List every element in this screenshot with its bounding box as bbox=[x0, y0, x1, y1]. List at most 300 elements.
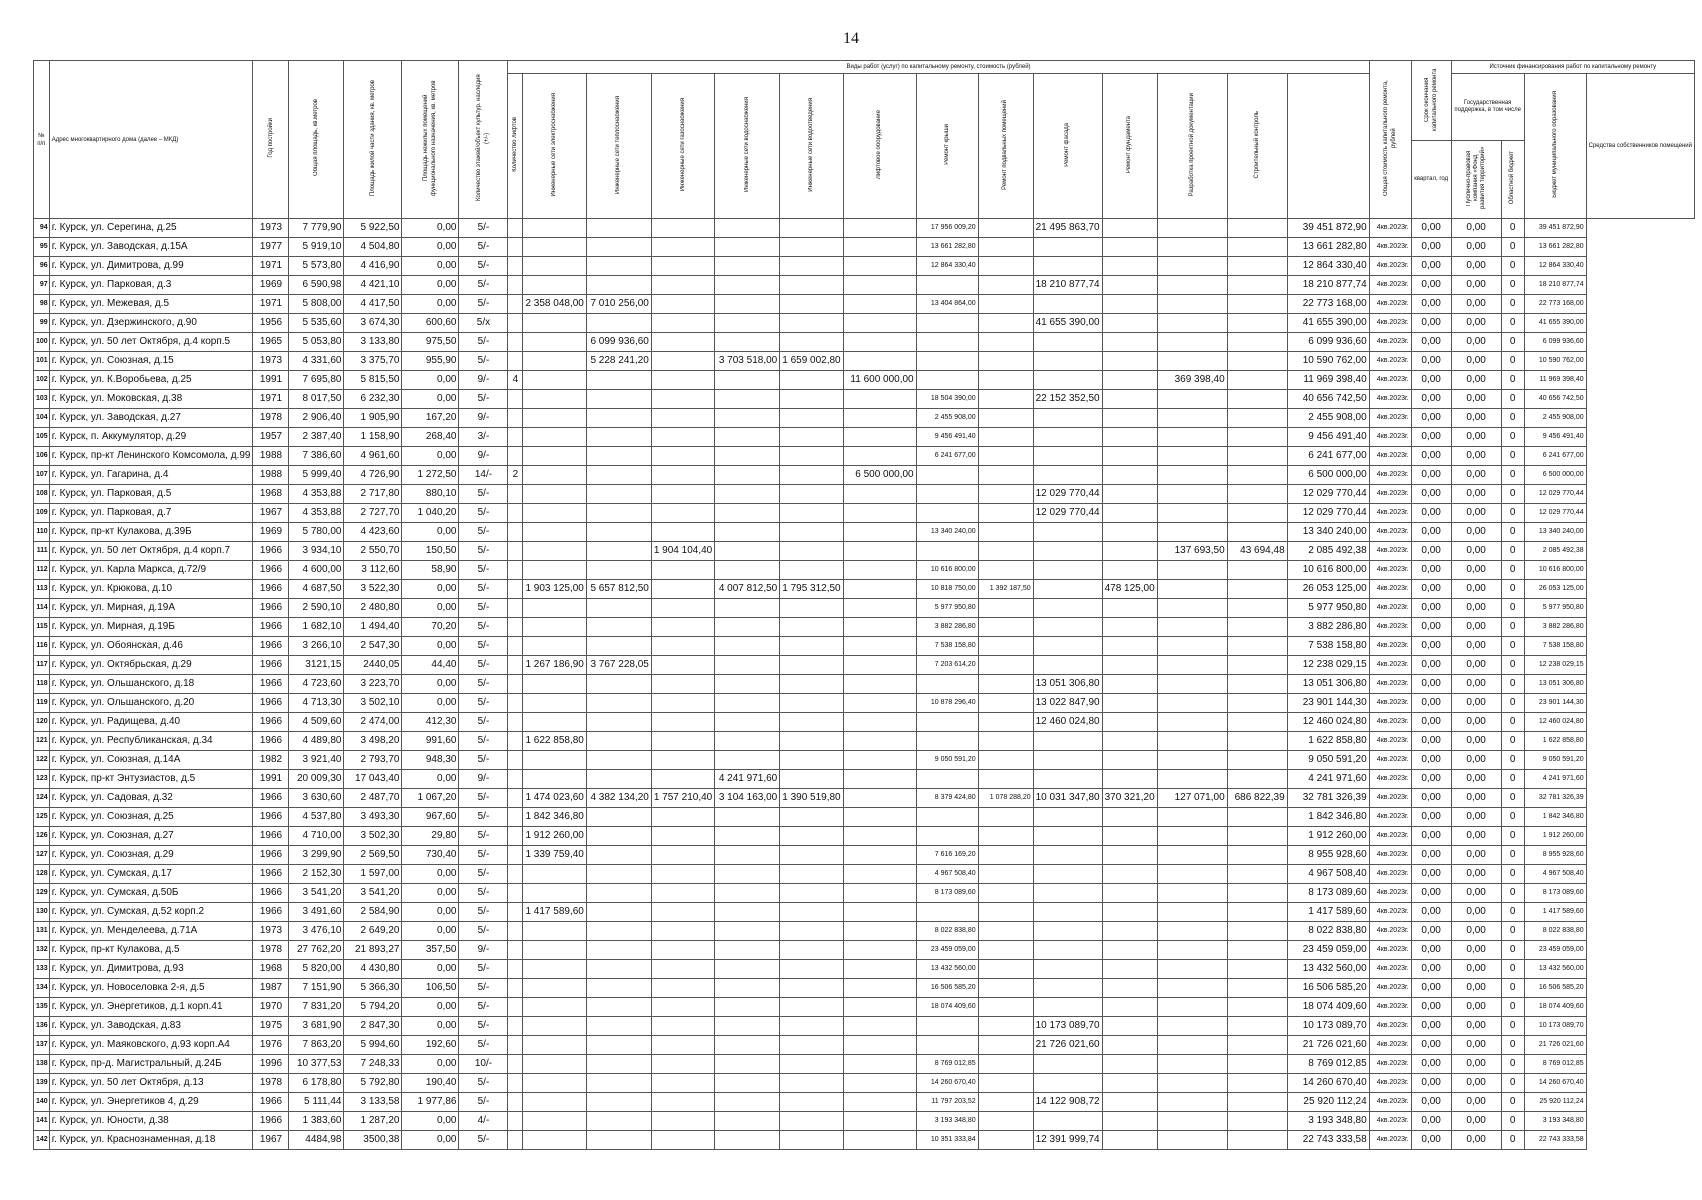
row-w-roof bbox=[916, 314, 978, 333]
row-w-design bbox=[1157, 1074, 1227, 1093]
row-fund: 0,00 bbox=[1411, 1036, 1451, 1055]
row-w-foundation: 370 321,20 bbox=[1102, 789, 1157, 808]
row-total-area: 3 266,10 bbox=[289, 637, 344, 656]
row-municipal: 0 bbox=[1501, 504, 1524, 523]
row-total-cost: 6 241 677,00 bbox=[1287, 447, 1369, 466]
row-w-electric bbox=[523, 238, 586, 257]
row-regional: 0,00 bbox=[1451, 922, 1501, 941]
row-year: 1966 bbox=[253, 1112, 289, 1131]
row-w-water bbox=[715, 295, 780, 314]
row-w-design bbox=[1157, 1055, 1227, 1074]
row-regional: 0,00 bbox=[1451, 884, 1501, 903]
row-w-sewer bbox=[780, 1017, 843, 1036]
row-regional: 0,00 bbox=[1451, 1131, 1501, 1150]
row-regional: 0,00 bbox=[1451, 485, 1501, 504]
row-w-roof: 18 504 390,00 bbox=[916, 390, 978, 409]
row-floors: 5/- bbox=[459, 1093, 508, 1112]
row-nonres-area: 357,50 bbox=[402, 941, 459, 960]
row-nonres-area: 0,00 bbox=[402, 694, 459, 713]
row-address: г. Курск, ул. Парковая, д.5 bbox=[49, 485, 253, 504]
row-w-roof: 17 956 009,20 bbox=[916, 219, 978, 238]
row-lifts-count bbox=[508, 865, 523, 884]
row-deadline: 4кв.2023г. bbox=[1369, 599, 1411, 618]
row-w-roof: 9 050 591,20 bbox=[916, 751, 978, 770]
row-deadline: 4кв.2023г. bbox=[1369, 998, 1411, 1017]
row-w-roof bbox=[916, 1036, 978, 1055]
row-w-roof bbox=[916, 542, 978, 561]
row-owners: 13 661 282,80 bbox=[1524, 238, 1586, 257]
row-fund: 0,00 bbox=[1411, 732, 1451, 751]
row-w-control: 43 694,48 bbox=[1227, 542, 1287, 561]
row-total-area: 7 863,20 bbox=[289, 1036, 344, 1055]
row-fund: 0,00 bbox=[1411, 694, 1451, 713]
table-row bbox=[34, 808, 1695, 827]
row-deadline: 4кв.2023г. bbox=[1369, 504, 1411, 523]
row-total-cost: 21 726 021,60 bbox=[1287, 1036, 1369, 1055]
row-deadline: 4кв.2023г. bbox=[1369, 1131, 1411, 1150]
row-owners: 39 451 872,90 bbox=[1524, 219, 1586, 238]
row-w-design bbox=[1157, 808, 1227, 827]
row-w-basement bbox=[978, 333, 1033, 352]
row-address: г. Курск, пр-кт Ленинского Комсомола, д.99 bbox=[49, 447, 253, 466]
row-w-heat bbox=[586, 1093, 651, 1112]
row-w-sewer bbox=[780, 656, 843, 675]
row-owners: 9 050 591,20 bbox=[1524, 751, 1586, 770]
row-deadline: 4кв.2023г. bbox=[1369, 846, 1411, 865]
row-w-heat bbox=[586, 675, 651, 694]
row-w-heat bbox=[586, 884, 651, 903]
row-floors: 5/- bbox=[459, 276, 508, 295]
row-w-gas bbox=[651, 333, 714, 352]
row-deadline: 4кв.2023г. bbox=[1369, 409, 1411, 428]
row-w-lift bbox=[843, 504, 916, 523]
row-w-control bbox=[1227, 314, 1287, 333]
row-year: 1988 bbox=[253, 466, 289, 485]
row-deadline: 4кв.2023г. bbox=[1369, 675, 1411, 694]
row-address: г. Курск, пр-д. Магистральный, д.24Б bbox=[49, 1055, 253, 1074]
row-w-basement bbox=[978, 694, 1033, 713]
row-w-foundation bbox=[1102, 561, 1157, 580]
row-floors: 5/- bbox=[459, 618, 508, 637]
table-row bbox=[34, 409, 1695, 428]
row-nonres-area: 0,00 bbox=[402, 903, 459, 922]
row-w-roof: 13 661 282,80 bbox=[916, 238, 978, 257]
table-row bbox=[34, 447, 1695, 466]
row-w-roof: 10 818 750,00 bbox=[916, 580, 978, 599]
row-year: 1966 bbox=[253, 732, 289, 751]
row-owners: 40 656 742,50 bbox=[1524, 390, 1586, 409]
row-address: г. Курск, ул. Менделеева, д.71А bbox=[49, 922, 253, 941]
row-living-area: 2 550,70 bbox=[344, 542, 402, 561]
row-nonres-area: 190,40 bbox=[402, 1074, 459, 1093]
row-w-lift bbox=[843, 276, 916, 295]
row-year: 1966 bbox=[253, 865, 289, 884]
row-lifts-count bbox=[508, 447, 523, 466]
row-w-foundation: 478 125,00 bbox=[1102, 580, 1157, 599]
row-total-cost: 3 882 286,80 bbox=[1287, 618, 1369, 637]
row-lifts-count: 4 bbox=[508, 371, 523, 390]
row-total-area: 8 017,50 bbox=[289, 390, 344, 409]
row-w-foundation bbox=[1102, 238, 1157, 257]
row-floors: 14/- bbox=[459, 466, 508, 485]
row-w-sewer bbox=[780, 428, 843, 447]
row-floors: 5/- bbox=[459, 732, 508, 751]
row-deadline: 4кв.2023г. bbox=[1369, 561, 1411, 580]
row-w-electric: 2 358 048,00 bbox=[523, 295, 586, 314]
row-w-lift bbox=[843, 960, 916, 979]
row-lifts-count bbox=[508, 713, 523, 732]
hdr-lifts-count: Количество лифтов bbox=[508, 74, 523, 219]
row-nonres-area: 58,90 bbox=[402, 561, 459, 580]
row-w-electric bbox=[523, 865, 586, 884]
row-w-gas bbox=[651, 694, 714, 713]
row-w-water bbox=[715, 314, 780, 333]
row-municipal: 0 bbox=[1501, 1112, 1524, 1131]
row-regional: 0,00 bbox=[1451, 1036, 1501, 1055]
row-w-facade: 21 726 021,60 bbox=[1033, 1036, 1102, 1055]
row-fund: 0,00 bbox=[1411, 998, 1451, 1017]
row-w-lift bbox=[843, 865, 916, 884]
row-w-gas bbox=[651, 276, 714, 295]
row-w-sewer bbox=[780, 960, 843, 979]
row-w-basement bbox=[978, 428, 1033, 447]
row-deadline: 4кв.2023г. bbox=[1369, 447, 1411, 466]
row-year: 1982 bbox=[253, 751, 289, 770]
row-year: 1978 bbox=[253, 409, 289, 428]
row-w-water bbox=[715, 276, 780, 295]
row-deadline: 4кв.2023г. bbox=[1369, 466, 1411, 485]
row-municipal: 0 bbox=[1501, 770, 1524, 789]
row-w-design bbox=[1157, 618, 1227, 637]
row-w-electric bbox=[523, 637, 586, 656]
row-total-cost: 40 656 742,50 bbox=[1287, 390, 1369, 409]
row-floors: 5/- bbox=[459, 542, 508, 561]
row-w-facade bbox=[1033, 542, 1102, 561]
row-number: 131 bbox=[34, 922, 50, 941]
row-living-area: 2 547,30 bbox=[344, 637, 402, 656]
row-fund: 0,00 bbox=[1411, 656, 1451, 675]
row-year: 1973 bbox=[253, 219, 289, 238]
row-floors: 5/- bbox=[459, 884, 508, 903]
row-w-gas bbox=[651, 523, 714, 542]
row-w-sewer bbox=[780, 846, 843, 865]
row-municipal: 0 bbox=[1501, 485, 1524, 504]
row-municipal: 0 bbox=[1501, 409, 1524, 428]
row-lifts-count bbox=[508, 485, 523, 504]
row-owners: 1 842 346,80 bbox=[1524, 808, 1586, 827]
row-w-control bbox=[1227, 409, 1287, 428]
row-w-design bbox=[1157, 960, 1227, 979]
row-w-electric bbox=[523, 941, 586, 960]
row-w-facade bbox=[1033, 770, 1102, 789]
row-w-roof: 6 241 677,00 bbox=[916, 447, 978, 466]
row-year: 1971 bbox=[253, 257, 289, 276]
row-deadline: 4кв.2023г. bbox=[1369, 238, 1411, 257]
row-w-facade: 12 029 770,44 bbox=[1033, 504, 1102, 523]
row-floors: 5/- bbox=[459, 523, 508, 542]
row-total-cost: 23 459 059,00 bbox=[1287, 941, 1369, 960]
row-w-foundation bbox=[1102, 656, 1157, 675]
row-w-foundation bbox=[1102, 1055, 1157, 1074]
row-total-cost: 11 969 398,40 bbox=[1287, 371, 1369, 390]
row-w-foundation bbox=[1102, 960, 1157, 979]
row-address: г. Курск, ул. Ольшанского, д.20 bbox=[49, 694, 253, 713]
row-w-heat bbox=[586, 903, 651, 922]
row-w-electric: 1 339 759,40 bbox=[523, 846, 586, 865]
row-total-area: 7 831,20 bbox=[289, 998, 344, 1017]
row-total-area: 1 682,10 bbox=[289, 618, 344, 637]
row-w-control bbox=[1227, 485, 1287, 504]
row-floors: 5/- bbox=[459, 238, 508, 257]
row-number: 128 bbox=[34, 865, 50, 884]
row-number: 119 bbox=[34, 694, 50, 713]
row-w-basement bbox=[978, 751, 1033, 770]
row-deadline: 4кв.2023г. bbox=[1369, 789, 1411, 808]
row-lifts-count bbox=[508, 580, 523, 599]
row-w-roof: 13 432 560,00 bbox=[916, 960, 978, 979]
row-fund: 0,00 bbox=[1411, 941, 1451, 960]
row-number: 104 bbox=[34, 409, 50, 428]
table-row bbox=[34, 1017, 1695, 1036]
row-w-facade bbox=[1033, 466, 1102, 485]
table-row bbox=[34, 219, 1695, 238]
row-w-heat bbox=[586, 770, 651, 789]
row-w-control bbox=[1227, 979, 1287, 998]
table-row bbox=[34, 998, 1695, 1017]
row-lifts-count bbox=[508, 656, 523, 675]
row-w-lift bbox=[843, 409, 916, 428]
row-w-roof bbox=[916, 352, 978, 371]
row-w-sewer bbox=[780, 884, 843, 903]
row-w-heat bbox=[586, 998, 651, 1017]
row-lifts-count bbox=[508, 808, 523, 827]
row-w-design bbox=[1157, 219, 1227, 238]
row-w-design bbox=[1157, 713, 1227, 732]
row-w-electric: 1 622 858,80 bbox=[523, 732, 586, 751]
row-w-facade bbox=[1033, 580, 1102, 599]
row-lifts-count bbox=[508, 732, 523, 751]
row-owners: 11 969 398,40 bbox=[1524, 371, 1586, 390]
row-w-roof: 8 379 424,80 bbox=[916, 789, 978, 808]
table-row bbox=[34, 618, 1695, 637]
row-number: 108 bbox=[34, 485, 50, 504]
row-regional: 0,00 bbox=[1451, 1093, 1501, 1112]
row-w-heat bbox=[586, 447, 651, 466]
row-w-foundation bbox=[1102, 618, 1157, 637]
row-living-area: 5 994,60 bbox=[344, 1036, 402, 1055]
row-floors: 5/- bbox=[459, 352, 508, 371]
row-w-sewer bbox=[780, 1131, 843, 1150]
row-w-facade bbox=[1033, 979, 1102, 998]
row-nonres-area: 1 272,50 bbox=[402, 466, 459, 485]
row-number: 95 bbox=[34, 238, 50, 257]
row-fund: 0,00 bbox=[1411, 599, 1451, 618]
row-w-facade: 13 022 847,90 bbox=[1033, 694, 1102, 713]
row-address: г. Курск, ул. Мирная, д.19А bbox=[49, 599, 253, 618]
row-w-heat bbox=[586, 618, 651, 637]
row-municipal: 0 bbox=[1501, 827, 1524, 846]
row-year: 1966 bbox=[253, 580, 289, 599]
row-w-roof: 7 203 614,20 bbox=[916, 656, 978, 675]
row-living-area: 4 504,80 bbox=[344, 238, 402, 257]
row-w-facade bbox=[1033, 827, 1102, 846]
row-address: г. Курск, ул. Димитрова, д.99 bbox=[49, 257, 253, 276]
row-total-cost: 1 912 260,00 bbox=[1287, 827, 1369, 846]
row-w-heat bbox=[586, 219, 651, 238]
row-owners: 1 417 589,60 bbox=[1524, 903, 1586, 922]
row-w-roof bbox=[916, 371, 978, 390]
row-regional: 0,00 bbox=[1451, 941, 1501, 960]
row-w-basement bbox=[978, 599, 1033, 618]
row-w-water bbox=[715, 1112, 780, 1131]
row-w-heat bbox=[586, 808, 651, 827]
table-row bbox=[34, 238, 1695, 257]
row-living-area: 4 430,80 bbox=[344, 960, 402, 979]
row-fund: 0,00 bbox=[1411, 314, 1451, 333]
row-w-water bbox=[715, 257, 780, 276]
row-floors: 5/- bbox=[459, 751, 508, 770]
row-w-electric bbox=[523, 1017, 586, 1036]
row-nonres-area: 0,00 bbox=[402, 238, 459, 257]
row-w-roof: 10 616 800,00 bbox=[916, 561, 978, 580]
row-w-heat: 6 099 936,60 bbox=[586, 333, 651, 352]
row-lifts-count bbox=[508, 238, 523, 257]
row-w-heat: 4 382 134,20 bbox=[586, 789, 651, 808]
row-w-sewer bbox=[780, 694, 843, 713]
row-regional: 0,00 bbox=[1451, 637, 1501, 656]
row-total-cost: 13 051 306,80 bbox=[1287, 675, 1369, 694]
row-deadline: 4кв.2023г. bbox=[1369, 865, 1411, 884]
row-owners: 1 622 858,80 bbox=[1524, 732, 1586, 751]
row-fund: 0,00 bbox=[1411, 903, 1451, 922]
row-w-facade bbox=[1033, 409, 1102, 428]
row-address: г. Курск, ул. Крюкова, д.10 bbox=[49, 580, 253, 599]
row-regional: 0,00 bbox=[1451, 960, 1501, 979]
row-w-gas bbox=[651, 979, 714, 998]
row-lifts-count bbox=[508, 1131, 523, 1150]
row-w-heat: 7 010 256,00 bbox=[586, 295, 651, 314]
row-w-foundation bbox=[1102, 941, 1157, 960]
row-w-control bbox=[1227, 941, 1287, 960]
row-w-foundation bbox=[1102, 333, 1157, 352]
row-w-roof: 10 878 296,40 bbox=[916, 694, 978, 713]
row-year: 1966 bbox=[253, 599, 289, 618]
row-deadline: 4кв.2023г. bbox=[1369, 656, 1411, 675]
row-w-heat bbox=[586, 523, 651, 542]
row-w-foundation bbox=[1102, 637, 1157, 656]
row-w-electric bbox=[523, 713, 586, 732]
row-w-sewer bbox=[780, 333, 843, 352]
row-address: г. Курск, ул. Заводская, д.15А bbox=[49, 238, 253, 257]
row-nonres-area: 0,00 bbox=[402, 1017, 459, 1036]
row-municipal: 0 bbox=[1501, 675, 1524, 694]
row-living-area: 5 815,50 bbox=[344, 371, 402, 390]
row-w-foundation bbox=[1102, 998, 1157, 1017]
row-address: г. Курск, ул. Октябрьская, д.29 bbox=[49, 656, 253, 675]
row-year: 1969 bbox=[253, 276, 289, 295]
row-w-gas bbox=[651, 257, 714, 276]
row-deadline: 4кв.2023г. bbox=[1369, 1074, 1411, 1093]
row-total-area: 20 009,30 bbox=[289, 770, 344, 789]
row-w-heat bbox=[586, 390, 651, 409]
row-living-area: 3 493,30 bbox=[344, 808, 402, 827]
row-w-gas bbox=[651, 637, 714, 656]
row-w-lift bbox=[843, 295, 916, 314]
row-w-roof: 18 074 409,60 bbox=[916, 998, 978, 1017]
row-w-facade: 12 460 024,80 bbox=[1033, 713, 1102, 732]
row-w-lift bbox=[843, 637, 916, 656]
row-owners: 7 538 158,80 bbox=[1524, 637, 1586, 656]
row-w-heat bbox=[586, 1131, 651, 1150]
row-w-foundation bbox=[1102, 903, 1157, 922]
row-floors: 5/- bbox=[459, 333, 508, 352]
row-w-water bbox=[715, 884, 780, 903]
row-w-electric: 1 842 346,80 bbox=[523, 808, 586, 827]
row-address: г. Курск, ул. Энергетиков 4, д.29 bbox=[49, 1093, 253, 1112]
row-lifts-count bbox=[508, 219, 523, 238]
row-year: 1969 bbox=[253, 523, 289, 542]
row-owners: 14 260 670,40 bbox=[1524, 1074, 1586, 1093]
row-lifts-count bbox=[508, 618, 523, 637]
row-w-facade bbox=[1033, 618, 1102, 637]
row-total-area: 3121,15 bbox=[289, 656, 344, 675]
row-w-gas bbox=[651, 504, 714, 523]
row-w-roof bbox=[916, 903, 978, 922]
row-year: 1966 bbox=[253, 884, 289, 903]
row-w-sewer bbox=[780, 599, 843, 618]
row-number: 140 bbox=[34, 1093, 50, 1112]
row-w-electric bbox=[523, 998, 586, 1017]
row-nonres-area: 975,50 bbox=[402, 333, 459, 352]
row-w-electric bbox=[523, 1131, 586, 1150]
row-address: г. Курск, ул. Республиканская, д.34 bbox=[49, 732, 253, 751]
row-living-area: 3 498,20 bbox=[344, 732, 402, 751]
row-w-gas bbox=[651, 770, 714, 789]
row-nonres-area: 0,00 bbox=[402, 1131, 459, 1150]
row-fund: 0,00 bbox=[1411, 409, 1451, 428]
row-regional: 0,00 bbox=[1451, 352, 1501, 371]
row-w-gas bbox=[651, 808, 714, 827]
row-regional: 0,00 bbox=[1451, 276, 1501, 295]
row-regional: 0,00 bbox=[1451, 1055, 1501, 1074]
row-w-control bbox=[1227, 523, 1287, 542]
row-w-lift bbox=[843, 656, 916, 675]
row-address: г. Курск, ул. Заводская, д.83 bbox=[49, 1017, 253, 1036]
row-total-cost: 18 074 409,60 bbox=[1287, 998, 1369, 1017]
row-floors: 5/- bbox=[459, 789, 508, 808]
row-total-cost: 22 773 168,00 bbox=[1287, 295, 1369, 314]
row-total-cost: 18 210 877,74 bbox=[1287, 276, 1369, 295]
row-w-basement bbox=[978, 675, 1033, 694]
row-municipal: 0 bbox=[1501, 808, 1524, 827]
row-total-area: 3 681,90 bbox=[289, 1017, 344, 1036]
row-w-basement bbox=[978, 656, 1033, 675]
row-w-gas bbox=[651, 428, 714, 447]
row-lifts-count bbox=[508, 352, 523, 371]
row-w-roof bbox=[916, 276, 978, 295]
row-w-heat bbox=[586, 637, 651, 656]
row-w-gas bbox=[651, 960, 714, 979]
row-fund: 0,00 bbox=[1411, 371, 1451, 390]
row-lifts-count bbox=[508, 922, 523, 941]
row-deadline: 4кв.2023г. bbox=[1369, 580, 1411, 599]
row-w-design bbox=[1157, 846, 1227, 865]
row-w-facade: 21 495 863,70 bbox=[1033, 219, 1102, 238]
row-w-control bbox=[1227, 713, 1287, 732]
row-total-area: 5 573,80 bbox=[289, 257, 344, 276]
row-year: 1968 bbox=[253, 960, 289, 979]
row-w-heat bbox=[586, 732, 651, 751]
